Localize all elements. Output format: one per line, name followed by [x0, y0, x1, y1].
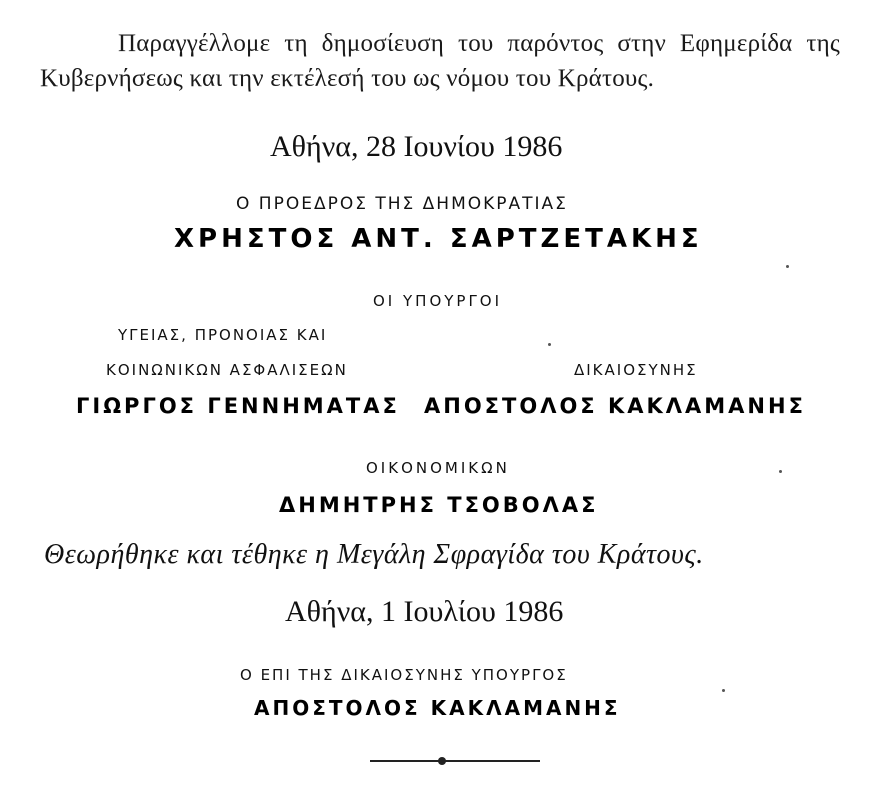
justice-minister-title: Ο ΕΠΙ ΤΗΣ ΔΙΚΑΙΟΣΥΝΗΣ ΥΠΟΥΡΓΟΣ [240, 666, 568, 684]
print-speck [548, 343, 551, 346]
print-speck [786, 265, 789, 268]
seal-date: Αθήνα, 1 Ιουλίου 1986 [285, 595, 564, 628]
minister-justice-name: ΑΠΟΣΤΟΛΟΣ ΚΑΚΛΑΜΑΝΗΣ [424, 394, 806, 418]
minister-health-name: ΓΙΩΡΓΟΣ ΓΕΝΝΗΜΑΤΑΣ [76, 394, 400, 418]
divider-ornament [438, 757, 446, 765]
print-speck [779, 470, 782, 473]
minister-health-title-line2: ΚΟΙΝΩΝΙΚΩΝ ΑΣΦΑΛΙΣΕΩΝ [106, 361, 348, 379]
decree-paragraph [40, 26, 840, 96]
print-speck [722, 689, 725, 692]
signing-date: Αθήνα, 28 Ιουνίου 1986 [270, 130, 563, 163]
closing-divider [370, 760, 540, 762]
decree-paragraph-text: Παραγγέλλομε τη δημοσίευση του παρόντος στην Εφημερίδα της Κυβερνήσεως και την εκτέλεσή του ως νόμου του Κράτους. [40, 30, 840, 92]
seal-statement: Θεωρήθηκε και τέθηκε η Μεγάλη Σφραγίδα του Κράτους. [44, 539, 704, 570]
president-name: ΧΡΗΣΤΟΣ ΑΝΤ. ΣΑΡΤΖΕΤΑΚΗΣ [174, 224, 703, 254]
minister-health-title-line1: ΥΓΕΙΑΣ, ΠΡΟΝΟΙΑΣ ΚΑΙ [118, 326, 328, 344]
justice-minister-name: ΑΠΟΣΤΟΛΟΣ ΚΑΚΛΑΜΑΝΗΣ [254, 696, 621, 720]
president-title: Ο ΠΡΟΕΔΡΟΣ ΤΗΣ ΔΗΜΟΚΡΑΤΙΑΣ [236, 194, 568, 214]
minister-finance-title: ΟΙΚΟΝΟΜΙΚΩΝ [366, 459, 510, 477]
minister-finance-name: ΔΗΜΗΤΡΗΣ ΤΣΟΒΟΛΑΣ [279, 493, 599, 517]
ministers-heading: ΟΙ ΥΠΟΥΡΓΟΙ [373, 292, 503, 310]
minister-justice-title: ΔΙΚΑΙΟΣΥΝΗΣ [574, 361, 698, 379]
